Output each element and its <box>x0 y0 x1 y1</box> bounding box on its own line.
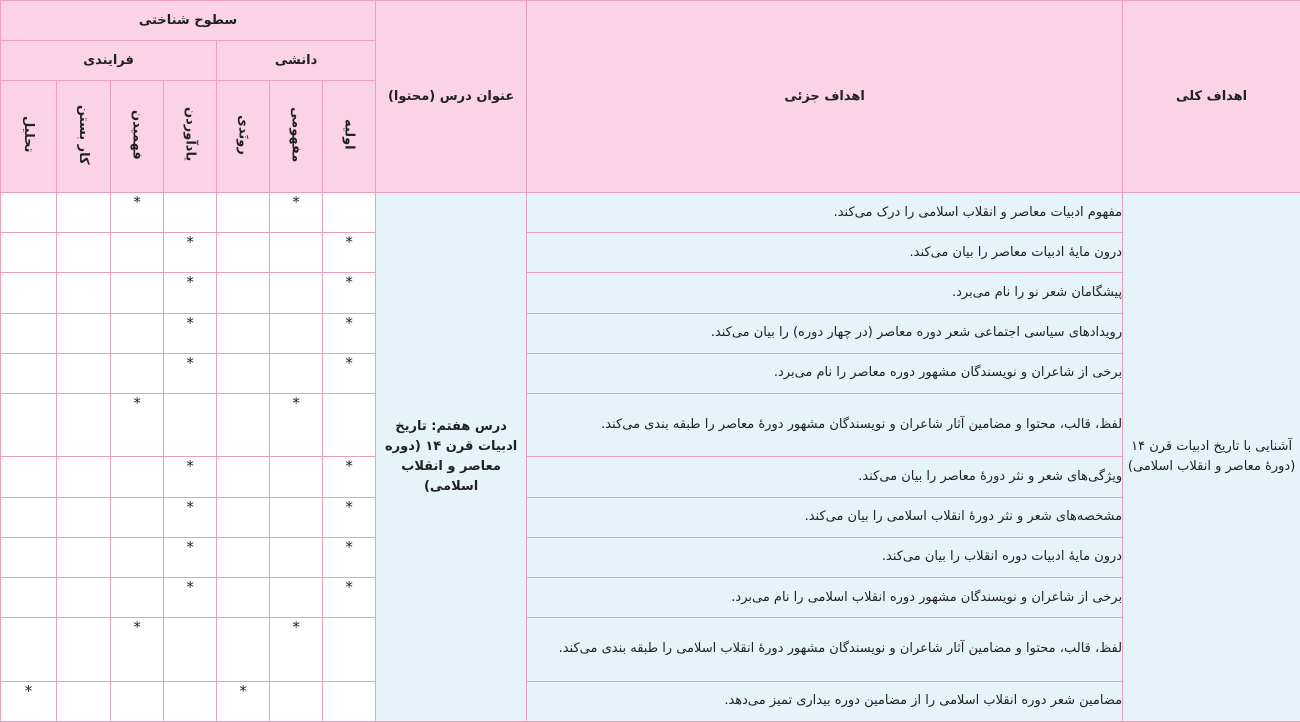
level-mark-cell: * <box>164 353 217 393</box>
objective-cell: پیشگامان شعر نو را نام می‌برد. <box>527 273 1123 313</box>
level-mark-cell <box>217 618 270 681</box>
level-mark-cell <box>1 537 57 577</box>
level-header-basic <box>323 81 376 193</box>
table-row <box>1 681 1300 721</box>
table-row <box>1 578 1300 618</box>
level-mark-cell: * <box>164 497 217 537</box>
level-mark-cell <box>1 618 57 681</box>
level-mark-cell: * <box>1 681 57 721</box>
level-mark-cell <box>111 497 164 537</box>
table-row <box>1 457 1300 497</box>
objective-cell: برخی از شاعران و نویسندگان مشهور دوره معاصر را نام می‌برد. <box>527 353 1123 393</box>
level-mark-cell <box>57 578 111 618</box>
level-header-label: تحلیل <box>21 116 37 153</box>
objective-cell: مفهوم ادبیات معاصر و انقلاب اسلامی را درک می‌کند. <box>527 193 1123 233</box>
level-mark-cell <box>323 618 376 681</box>
level-mark-cell <box>1 193 57 233</box>
process-header: فرایندی <box>1 41 217 81</box>
table-row <box>1 233 1300 273</box>
level-mark-cell <box>57 457 111 497</box>
table-row <box>1 313 1300 353</box>
level-mark-cell <box>57 618 111 681</box>
level-mark-cell: * <box>323 233 376 273</box>
general-goal-cell: آشنایی با تاریخ ادبیات قرن ۱۴ (دورهٔ معاصر و انقلاب اسلامی) <box>1123 193 1300 722</box>
level-mark-cell <box>111 457 164 497</box>
level-mark-cell <box>57 193 111 233</box>
level-header-procedural <box>217 81 270 193</box>
level-mark-cell <box>57 273 111 313</box>
level-mark-cell <box>111 313 164 353</box>
level-mark-cell: * <box>164 457 217 497</box>
table-row <box>1 353 1300 393</box>
objective-cell: درون مایهٔ ادبیات دوره انقلاب را بیان می‌کند. <box>527 537 1123 577</box>
level-mark-cell <box>1 313 57 353</box>
level-mark-cell: * <box>323 497 376 537</box>
level-mark-cell <box>217 497 270 537</box>
level-mark-cell: * <box>323 578 376 618</box>
level-mark-cell <box>111 537 164 577</box>
level-mark-cell: * <box>270 394 323 457</box>
level-mark-cell: * <box>323 537 376 577</box>
table-row <box>1 618 1300 681</box>
level-mark-cell <box>57 394 111 457</box>
level-mark-cell <box>270 578 323 618</box>
level-header-label: یادآوردن <box>182 107 198 162</box>
level-header-analyze <box>1 81 57 193</box>
level-mark-cell <box>1 457 57 497</box>
level-mark-cell <box>1 353 57 393</box>
level-mark-cell <box>111 273 164 313</box>
level-mark-cell <box>217 353 270 393</box>
level-mark-cell <box>217 537 270 577</box>
level-mark-cell <box>164 394 217 457</box>
level-mark-cell <box>1 273 57 313</box>
level-mark-cell: * <box>323 353 376 393</box>
level-mark-cell: * <box>323 457 376 497</box>
level-mark-cell: * <box>323 273 376 313</box>
level-header-understand <box>111 81 164 193</box>
level-mark-cell <box>57 497 111 537</box>
objective-cell: لفظ، قالب، محتوا و مضامین آثار شاعران و نویسندگان مشهور دورهٔ انقلاب اسلامی را طبقه بندی می‌کند. <box>527 618 1123 681</box>
table-row <box>1 537 1300 577</box>
level-mark-cell <box>1 578 57 618</box>
level-mark-cell <box>270 313 323 353</box>
table-row <box>1 273 1300 313</box>
level-header-label: اولیه <box>341 119 357 150</box>
table-row <box>1 394 1300 457</box>
table-row <box>1 497 1300 537</box>
level-mark-cell <box>217 233 270 273</box>
level-mark-cell <box>1 233 57 273</box>
level-header-apply <box>57 81 111 193</box>
level-mark-cell <box>111 681 164 721</box>
level-mark-cell <box>111 233 164 273</box>
level-mark-cell <box>57 681 111 721</box>
level-mark-cell <box>270 537 323 577</box>
level-mark-cell <box>270 457 323 497</box>
level-mark-cell <box>323 394 376 457</box>
level-mark-cell <box>323 681 376 721</box>
level-mark-cell <box>164 193 217 233</box>
level-mark-cell: * <box>217 681 270 721</box>
level-header-label: رونَدی <box>235 114 251 155</box>
level-mark-cell: * <box>111 618 164 681</box>
cognitive-levels-header: سطوح شناختی <box>1 1 376 41</box>
level-mark-cell <box>111 578 164 618</box>
objective-cell: لفظ، قالب، محتوا و مضامین آثار شاعران و نویسندگان مشهور دورهٔ معاصر را طبقه بندی می‌کند. <box>527 394 1123 457</box>
level-mark-cell: * <box>270 193 323 233</box>
level-header-label: مفهومی <box>288 106 304 163</box>
objective-cell: مضامین شعر دوره انقلاب اسلامی را از مضامین دوره بیداری تمیز می‌دهد. <box>527 681 1123 721</box>
level-mark-cell: * <box>164 233 217 273</box>
level-mark-cell: * <box>323 313 376 353</box>
level-mark-cell <box>57 353 111 393</box>
level-mark-cell: * <box>164 537 217 577</box>
level-header-label: کار بستن <box>76 104 92 165</box>
level-mark-cell <box>217 273 270 313</box>
level-mark-cell <box>1 394 57 457</box>
level-mark-cell <box>217 394 270 457</box>
objective-cell: برخی از شاعران و نویسندگان مشهور دوره انقلاب اسلامی را نام می‌برد. <box>527 578 1123 618</box>
lesson-title-cell: درس هفتم: تاریخ ادبیات قرن ۱۴ (دوره معاصر و انقلاب اسلامی) <box>376 193 527 722</box>
level-mark-cell: * <box>164 578 217 618</box>
level-mark-cell <box>270 353 323 393</box>
level-mark-cell <box>270 681 323 721</box>
level-mark-cell: * <box>270 618 323 681</box>
objective-cell: مشخصه‌های شعر و نثر دورهٔ انقلاب اسلامی را بیان می‌کند. <box>527 497 1123 537</box>
level-mark-cell <box>217 578 270 618</box>
objective-cell: رویدادهای سیاسی اجتماعی شعر دوره معاصر (در چهار دوره) را بیان می‌کند. <box>527 313 1123 353</box>
level-mark-cell <box>217 313 270 353</box>
level-header-remember <box>164 81 217 193</box>
level-mark-cell <box>217 457 270 497</box>
level-mark-cell <box>164 618 217 681</box>
level-header-label: فهمیدن <box>129 109 145 160</box>
level-mark-cell <box>164 681 217 721</box>
level-mark-cell <box>57 313 111 353</box>
level-mark-cell: * <box>111 394 164 457</box>
level-header-conceptual <box>270 81 323 193</box>
knowledge-header: دانشی <box>217 41 376 81</box>
level-mark-cell <box>1 497 57 537</box>
level-mark-cell <box>111 353 164 393</box>
level-mark-cell <box>270 497 323 537</box>
level-mark-cell <box>57 233 111 273</box>
level-mark-cell: * <box>164 273 217 313</box>
objective-cell: ویژگی‌های شعر و نثر دورهٔ معاصر را بیان می‌کند. <box>527 457 1123 497</box>
level-mark-cell <box>57 537 111 577</box>
general-goals-header: اهداف کلی <box>1123 1 1300 193</box>
level-mark-cell <box>217 193 270 233</box>
level-mark-cell <box>323 193 376 233</box>
specific-goals-header: اهداف جزئی <box>527 1 1123 193</box>
level-mark-cell <box>270 273 323 313</box>
level-mark-cell <box>270 233 323 273</box>
level-mark-cell: * <box>164 313 217 353</box>
objective-cell: درون مایهٔ ادبیات معاصر را بیان می‌کند. <box>527 233 1123 273</box>
lesson-title-header: عنوان درس (محتوا) <box>376 1 527 193</box>
level-mark-cell: * <box>111 193 164 233</box>
table-row <box>1 193 1300 233</box>
